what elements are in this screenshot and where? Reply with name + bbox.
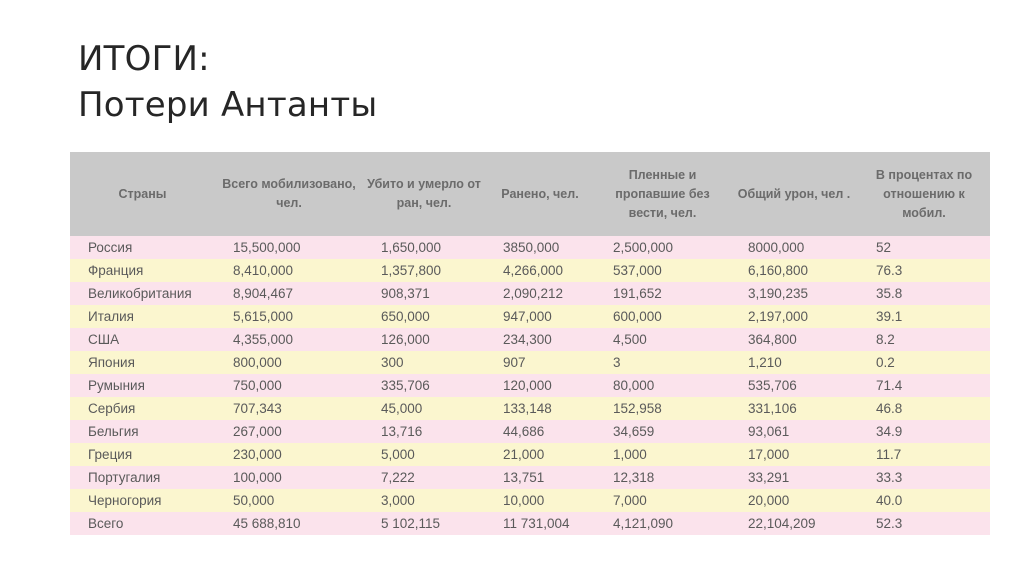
cell-country: Греция bbox=[70, 443, 215, 466]
cell-percent: 46.8 bbox=[858, 397, 990, 420]
cell-country: Италия bbox=[70, 305, 215, 328]
cell-mobilized: 267,000 bbox=[215, 420, 363, 443]
cell-total-losses: 331,106 bbox=[730, 397, 858, 420]
cell-country: США bbox=[70, 328, 215, 351]
cell-prisoners-missing: 537,000 bbox=[595, 259, 730, 282]
cell-prisoners-missing: 152,958 bbox=[595, 397, 730, 420]
cell-country: Великобритания bbox=[70, 282, 215, 305]
table-row bbox=[70, 351, 990, 374]
cell-percent: 33.3 bbox=[858, 466, 990, 489]
cell-country: Бельгия bbox=[70, 420, 215, 443]
table-row bbox=[70, 420, 990, 443]
cell-percent: 52.3 bbox=[858, 512, 990, 535]
cell-total-losses: 6,160,800 bbox=[730, 259, 858, 282]
cell-percent: 0.2 bbox=[858, 351, 990, 374]
table-row bbox=[70, 397, 990, 420]
cell-country: Россия bbox=[70, 236, 215, 259]
losses-table bbox=[70, 152, 990, 535]
cell-wounded: 2,090,212 bbox=[485, 282, 595, 305]
cell-wounded: 44,686 bbox=[485, 420, 595, 443]
cell-total-losses: 20,000 bbox=[730, 489, 858, 512]
table-body bbox=[70, 236, 990, 535]
cell-total-losses: 8000,000 bbox=[730, 236, 858, 259]
cell-total-losses: 3,190,235 bbox=[730, 282, 858, 305]
cell-prisoners-missing: 4,500 bbox=[595, 328, 730, 351]
header-percent: В процентах по отношению к мобил. bbox=[858, 152, 990, 236]
table-row bbox=[70, 512, 990, 535]
table-row bbox=[70, 259, 990, 282]
cell-mobilized: 50,000 bbox=[215, 489, 363, 512]
cell-killed: 45,000 bbox=[363, 397, 485, 420]
cell-percent: 34.9 bbox=[858, 420, 990, 443]
header-wounded: Ранено, чел. bbox=[485, 152, 595, 236]
cell-total-losses: 364,800 bbox=[730, 328, 858, 351]
cell-killed: 908,371 bbox=[363, 282, 485, 305]
cell-mobilized: 4,355,000 bbox=[215, 328, 363, 351]
header-killed: Убито и умерло от ран, чел. bbox=[363, 152, 485, 236]
cell-prisoners-missing: 191,652 bbox=[595, 282, 730, 305]
cell-killed: 7,222 bbox=[363, 466, 485, 489]
cell-killed: 1,650,000 bbox=[363, 236, 485, 259]
cell-mobilized: 8,904,467 bbox=[215, 282, 363, 305]
cell-total-losses: 22,104,209 bbox=[730, 512, 858, 535]
cell-prisoners-missing: 600,000 bbox=[595, 305, 730, 328]
cell-country: Черногория bbox=[70, 489, 215, 512]
cell-percent: 8.2 bbox=[858, 328, 990, 351]
cell-mobilized: 230,000 bbox=[215, 443, 363, 466]
table-header bbox=[70, 152, 990, 236]
cell-killed: 3,000 bbox=[363, 489, 485, 512]
cell-percent: 35.8 bbox=[858, 282, 990, 305]
cell-killed: 5 102,115 bbox=[363, 512, 485, 535]
cell-mobilized: 45 688,810 bbox=[215, 512, 363, 535]
cell-killed: 650,000 bbox=[363, 305, 485, 328]
table-row bbox=[70, 489, 990, 512]
cell-mobilized: 8,410,000 bbox=[215, 259, 363, 282]
cell-total-losses: 93,061 bbox=[730, 420, 858, 443]
cell-killed: 126,000 bbox=[363, 328, 485, 351]
cell-killed: 300 bbox=[363, 351, 485, 374]
cell-wounded: 21,000 bbox=[485, 443, 595, 466]
cell-wounded: 3850,000 bbox=[485, 236, 595, 259]
cell-prisoners-missing: 3 bbox=[595, 351, 730, 374]
title-line-1: ИТОГИ: bbox=[78, 39, 210, 79]
cell-wounded: 907 bbox=[485, 351, 595, 374]
table-row bbox=[70, 305, 990, 328]
cell-total-losses: 1,210 bbox=[730, 351, 858, 374]
losses-table-container bbox=[70, 152, 990, 535]
table-row bbox=[70, 236, 990, 259]
cell-wounded: 947,000 bbox=[485, 305, 595, 328]
cell-prisoners-missing: 7,000 bbox=[595, 489, 730, 512]
cell-mobilized: 5,615,000 bbox=[215, 305, 363, 328]
cell-wounded: 133,148 bbox=[485, 397, 595, 420]
cell-mobilized: 750,000 bbox=[215, 374, 363, 397]
cell-wounded: 10,000 bbox=[485, 489, 595, 512]
table-row bbox=[70, 328, 990, 351]
table-row bbox=[70, 374, 990, 397]
cell-prisoners-missing: 4,121,090 bbox=[595, 512, 730, 535]
cell-country: Португалия bbox=[70, 466, 215, 489]
table-row bbox=[70, 282, 990, 305]
cell-prisoners-missing: 80,000 bbox=[595, 374, 730, 397]
cell-prisoners-missing: 2,500,000 bbox=[595, 236, 730, 259]
cell-total-losses: 535,706 bbox=[730, 374, 858, 397]
title-line-2: Потери Антанты bbox=[78, 85, 378, 125]
cell-percent: 40.0 bbox=[858, 489, 990, 512]
cell-mobilized: 15,500,000 bbox=[215, 236, 363, 259]
cell-total-losses: 33,291 bbox=[730, 466, 858, 489]
table-row bbox=[70, 466, 990, 489]
cell-country: Япония bbox=[70, 351, 215, 374]
cell-percent: 11.7 bbox=[858, 443, 990, 466]
cell-killed: 5,000 bbox=[363, 443, 485, 466]
header-row bbox=[70, 152, 990, 236]
cell-percent: 39.1 bbox=[858, 305, 990, 328]
cell-country: Всего bbox=[70, 512, 215, 535]
cell-wounded: 11 731,004 bbox=[485, 512, 595, 535]
cell-mobilized: 707,343 bbox=[215, 397, 363, 420]
cell-percent: 76.3 bbox=[858, 259, 990, 282]
cell-percent: 71.4 bbox=[858, 374, 990, 397]
cell-country: Франция bbox=[70, 259, 215, 282]
cell-percent: 52 bbox=[858, 236, 990, 259]
header-country: Страны bbox=[70, 152, 215, 236]
cell-prisoners-missing: 34,659 bbox=[595, 420, 730, 443]
cell-wounded: 13,751 bbox=[485, 466, 595, 489]
cell-total-losses: 17,000 bbox=[730, 443, 858, 466]
header-prisoners-missing: Пленные и пропавшие без вести, чел. bbox=[595, 152, 730, 236]
table-row bbox=[70, 443, 990, 466]
header-mobilized: Всего мобилизовано, чел. bbox=[215, 152, 363, 236]
cell-killed: 335,706 bbox=[363, 374, 485, 397]
cell-killed: 13,716 bbox=[363, 420, 485, 443]
cell-wounded: 234,300 bbox=[485, 328, 595, 351]
cell-country: Сербия bbox=[70, 397, 215, 420]
cell-wounded: 4,266,000 bbox=[485, 259, 595, 282]
cell-total-losses: 2,197,000 bbox=[730, 305, 858, 328]
cell-country: Румыния bbox=[70, 374, 215, 397]
cell-wounded: 120,000 bbox=[485, 374, 595, 397]
header-total-losses: Общий урон, чел . bbox=[730, 152, 858, 236]
slide-title bbox=[78, 36, 377, 128]
cell-mobilized: 100,000 bbox=[215, 466, 363, 489]
cell-prisoners-missing: 1,000 bbox=[595, 443, 730, 466]
cell-mobilized: 800,000 bbox=[215, 351, 363, 374]
cell-killed: 1,357,800 bbox=[363, 259, 485, 282]
cell-prisoners-missing: 12,318 bbox=[595, 466, 730, 489]
